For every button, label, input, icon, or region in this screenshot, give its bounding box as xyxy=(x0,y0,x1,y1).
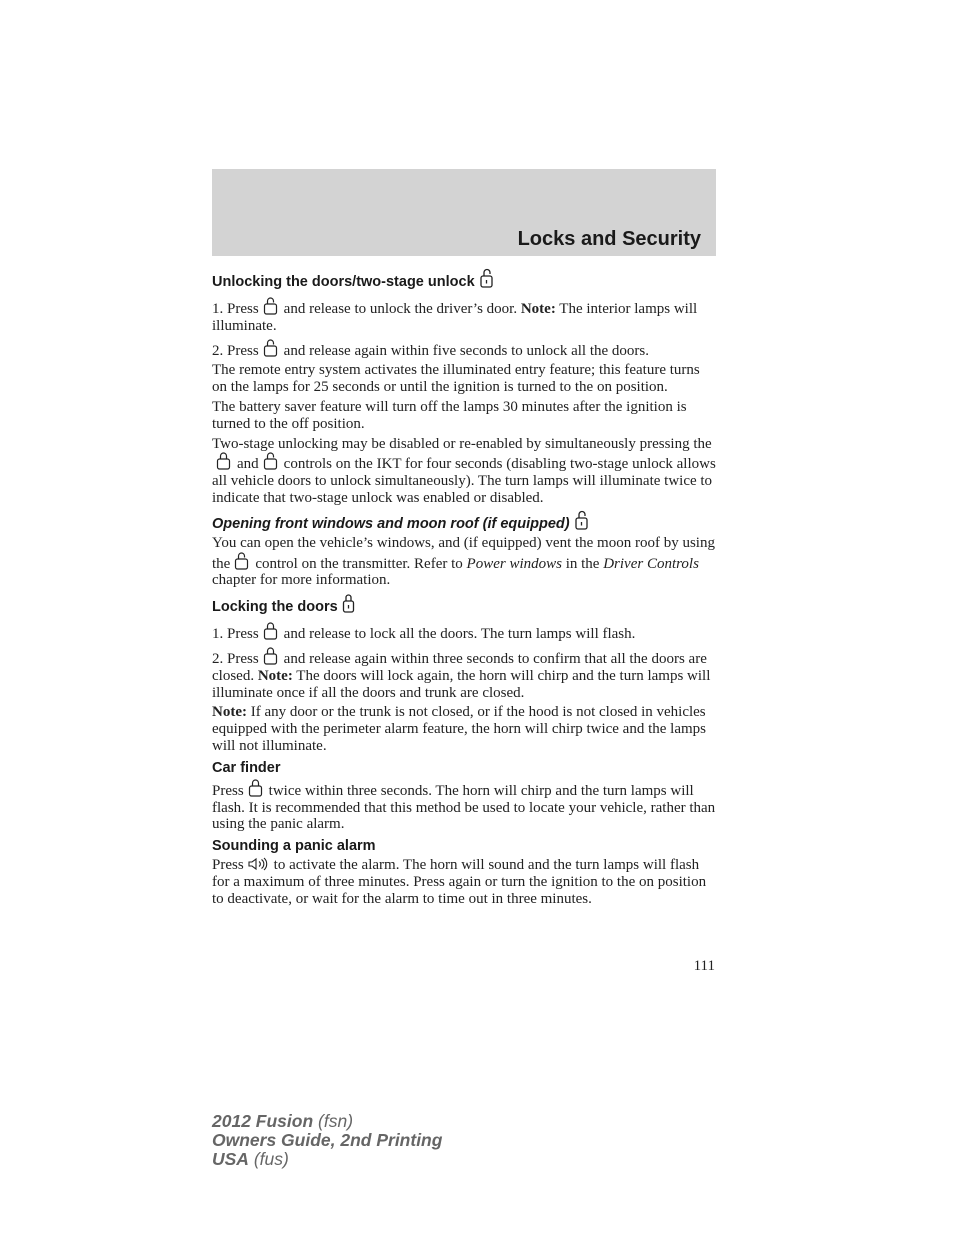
unlock-icon xyxy=(263,297,278,315)
footer-line-3: USA (fus) xyxy=(212,1149,289,1169)
lock-icon xyxy=(263,622,278,640)
unlock-para-illuminated: The remote entry system activates the illuminated entry feature; this feature turns on the lamps for 25 seconds or until the ignition is turned to the on position. xyxy=(212,362,700,396)
unlock-para-two-stage: Two-stage unlocking may be disabled or re-enabled by simultaneously pressing the and controls on the IKT for four seconds (disabling two-stage unlock allows all vehicle doors to unlock simultaneously). The turn lamps will illuminate twice to indicate that two-stage unlock was enabled or disabled. xyxy=(212,435,716,506)
unlock-icon xyxy=(574,510,589,530)
heading-unlock: Unlocking the doors/two-stage unlock xyxy=(212,268,718,293)
footer xyxy=(212,1112,442,1169)
lock-icon xyxy=(248,779,263,797)
lock-note: Note: If any door or the trunk is not closed, or if the hood is not closed in vehicles equipped with the perimeter alarm feature, the horn will chirp twice and the lamps will not illuminate. xyxy=(212,704,706,754)
heading-panic-alarm: Sounding a panic alarm xyxy=(212,838,376,855)
panic-para: Press to activate the alarm. The horn will sound and the turn lamps will flash for a maximum of three minutes. Press again or turn the ignition to the on position to deactivate, or wait for the alarm to time out in three minutes. xyxy=(212,857,707,907)
footer-line-2: Owners Guide, 2nd Printing xyxy=(212,1130,443,1150)
lock-icon xyxy=(342,593,355,613)
car-finder-para: Press twice within three seconds. The horn will chirp and the turn lamps will flash. It is recommended that this method be used to locate your vehicle, rather than using the panic alarm. xyxy=(212,779,718,833)
windows-para: You can open the vehicle’s windows, and (if equipped) vent the moon roof by using the control on the transmitter. Refer to Power windows in the Driver Controls chapter for more information. xyxy=(212,534,715,589)
unlock-para-battery: The battery saver feature will turn off the lamps 30 minutes after the ignition is turned to the off position. xyxy=(212,398,687,432)
unlock-icon xyxy=(263,452,278,470)
heading-lock: Locking the doors xyxy=(212,593,718,618)
unlock-icon xyxy=(479,268,494,288)
heading-windows: Opening front windows and moon roof (if equipped) xyxy=(212,510,718,535)
unlock-step-2: 2. Press and release again within five seconds to unlock all the doors. xyxy=(212,339,718,360)
lock-step-1: 1. Press and release to lock all the doors. The turn lamps will flash. xyxy=(212,622,718,643)
unlock-step-1: 1. Press and release to unlock the driver’s door. Note: The interior lamps will illuminate. xyxy=(212,297,718,335)
page-content xyxy=(212,268,718,911)
panic-icon xyxy=(248,857,268,871)
lock-icon xyxy=(216,452,231,470)
unlock-icon xyxy=(234,552,249,570)
heading-car-finder: Car finder xyxy=(212,759,281,776)
page-number: 111 xyxy=(693,958,715,974)
lock-icon xyxy=(263,647,278,665)
section-banner xyxy=(212,169,716,256)
footer-line-1: 2012 Fusion (fsn) xyxy=(212,1111,354,1131)
unlock-icon xyxy=(263,339,278,357)
section-title: Locks and Security xyxy=(517,228,701,250)
lock-step-2: 2. Press and release again within three seconds to confirm that all the doors are closed. Note: The doors will lock again, the horn will chirp and the turn lamps will illuminate once if all the doors and trunk are closed. xyxy=(212,647,718,701)
